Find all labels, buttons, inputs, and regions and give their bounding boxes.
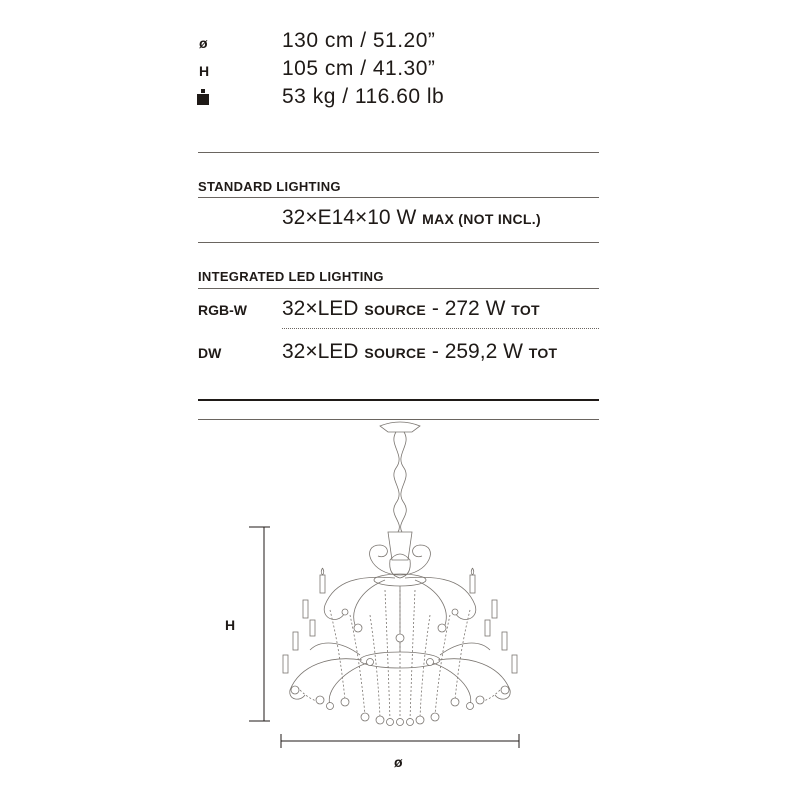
- led-tot: TOT: [528, 345, 558, 361]
- drawing-height-label: H: [225, 617, 236, 633]
- height-value: 105 cm / 41.30”: [282, 57, 436, 80]
- led-main: 32×LED: [282, 297, 359, 320]
- weight-value: 53 kg / 116.60 lb: [282, 85, 445, 108]
- led-watt: - 272 W: [426, 297, 506, 320]
- led-main: 32×LED: [282, 340, 359, 363]
- diameter-label: ø: [199, 35, 208, 51]
- led-row-label: DW: [198, 345, 222, 361]
- standard-suffix: MAX (NOT INCL.): [422, 211, 541, 227]
- led-row-label: RGB-W: [198, 302, 247, 318]
- diameter-value: 130 cm / 51.20”: [282, 29, 436, 52]
- led-watt: - 259,2 W: [426, 340, 523, 363]
- led-source: SOURCE: [364, 345, 427, 361]
- led-lighting-title: INTEGRATED LED LIGHTING: [198, 269, 384, 284]
- height-label: H: [199, 63, 210, 79]
- standard-main: 32×E14×10 W: [282, 206, 417, 229]
- led-tot: TOT: [511, 302, 540, 318]
- standard-lighting-title: STANDARD LIGHTING: [198, 179, 341, 194]
- drawing-diameter-label: ø: [394, 754, 403, 770]
- led-source: SOURCE: [364, 302, 427, 318]
